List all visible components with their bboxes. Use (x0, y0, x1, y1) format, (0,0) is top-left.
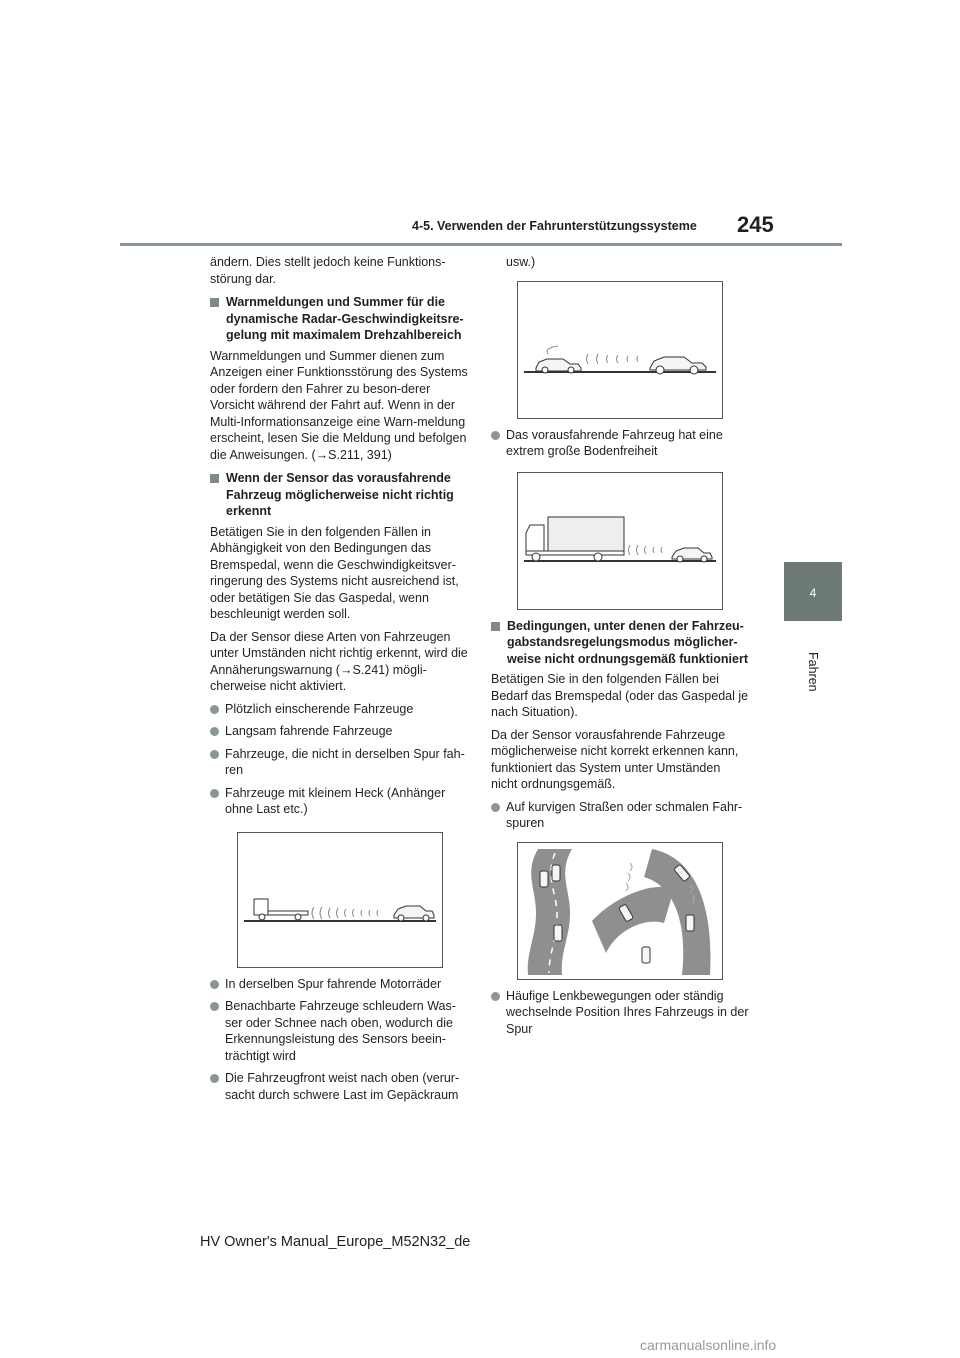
bullet-icon (210, 1074, 219, 1083)
chapter-tab-number: 4 (809, 586, 817, 600)
bullet-icon (210, 750, 219, 759)
list-item: Auf kurvigen Straßen oder schmalen Fahr-spuren (491, 799, 749, 832)
list-item: Fahrzeuge mit kleinem Heck (Anhänger ohne Last etc.) (210, 785, 468, 818)
bullet-icon (491, 431, 500, 440)
list-item: Das vorausfahrende Fahrzeug hat eine extrem große Bodenfreiheit (491, 427, 749, 460)
chapter-tab-label: Fahren (806, 652, 820, 692)
bullet-icon (210, 727, 219, 736)
manual-footer: HV Owner's Manual_Europe_M52N32_de (200, 1234, 471, 1250)
list-item: Langsam fahrende Fahrzeuge (210, 723, 468, 740)
paragraph-warning-not-active: Da der Sensor diese Arten von Fahrzeugen unter Umständen nicht richtig erkennt, wird die Annäherungswarnung (→S.241) mögli-cherweise nicht aktiviert. (210, 629, 468, 693)
right-column (491, 254, 749, 1043)
header-divider (120, 243, 842, 246)
watermark-text: carmanualsonline.info (640, 1337, 777, 1353)
square-bullet-icon (491, 622, 500, 631)
list-item: Benachbarte Fahrzeuge schleudern Was-ser oder Schnee nach oben, wodurch die Erkennungsleistung des Sensors beein-trächtigt wird (210, 998, 468, 1064)
trailer-illustration (237, 832, 443, 968)
intro-text: ändern. Dies stellt jedoch keine Funktions-störung dar. (210, 255, 446, 286)
chapter-tab (784, 562, 842, 621)
list-item: Plötzlich einscherende Fahrzeuge (210, 701, 468, 718)
bullet-icon (210, 980, 219, 989)
paragraph-system-malfunction: Da der Sensor vorausfahrende Fahrzeuge möglicherweise nicht korrekt erkennen kann, funktioniert das System unter Umständen nicht ordnungsgemäß. (491, 727, 739, 791)
list-item: In derselben Spur fahrende Motorräder (210, 976, 468, 993)
continuation-text: usw.) (506, 255, 536, 269)
bullet-icon (210, 1002, 219, 1011)
ground-clearance-illustration (517, 281, 723, 419)
heading-sensor: Wenn der Sensor das vorausfahrende Fahrzeug möglicherweise nicht richtig erkennt (210, 470, 468, 520)
list-item: Häufige Lenkbewegungen oder ständig wechselnde Position Ihres Fahrzeugs in der Spur (491, 988, 749, 1038)
paragraph-brake: Betätigen Sie in den folgenden Fällen in Abhängigkeit von den Bedingungen das Bremspedal, wenn die Geschwindigkeitsver-ringerung des Systems nicht ausreichend ist, oder betätigen Sie das Gaspedal, wenn beschleunigt werden soll. (210, 524, 459, 621)
square-bullet-icon (210, 298, 219, 307)
list-item: Fahrzeuge, die nicht in derselben Spur fah-ren (210, 746, 468, 779)
square-bullet-icon (210, 474, 219, 483)
section-title: 4-5. Verwenden der Fahrunterstützungssysteme (412, 219, 697, 233)
left-column (210, 254, 468, 1109)
truck-illustration (517, 472, 723, 610)
bullet-icon (491, 992, 500, 1001)
page-number: 245 (737, 212, 774, 237)
paragraph-warnings: Warnmeldungen und Summer dienen zum Anzeigen einer Funktionsstörung des Systems oder fordern den Fahrer zu beson-derer Vorsicht während der Fahrt auf. Wenn in der Multi-Informationsanzeige eine Warn-meldung erscheint, lesen Sie die Meldung und befolgen die Anweisungen. (→S.211, 391) (210, 348, 468, 462)
heading-warnings: Warnmeldungen und Summer für die dynamische Radar-Geschwindigkeitsre-gelung mit maximalem Drehzahlbereich (210, 294, 468, 344)
bullet-icon (210, 789, 219, 798)
bullet-icon (210, 705, 219, 714)
heading-distance-mode: Bedingungen, unter denen der Fahrzeu-gabstandsregelungsmodus möglicher-weise nicht ordnungsgemäß funktioniert (491, 618, 749, 668)
paragraph-brake-pedal: Betätigen Sie in den folgenden Fällen bei Bedarf das Bremspedal (oder das Gaspedal je nach Situation). (491, 672, 749, 719)
list-item: Die Fahrzeugfront weist nach oben (verur-sacht durch schwere Last im Gepäckraum (210, 1070, 468, 1103)
bullet-icon (491, 803, 500, 812)
curved-road-illustration (517, 842, 723, 980)
